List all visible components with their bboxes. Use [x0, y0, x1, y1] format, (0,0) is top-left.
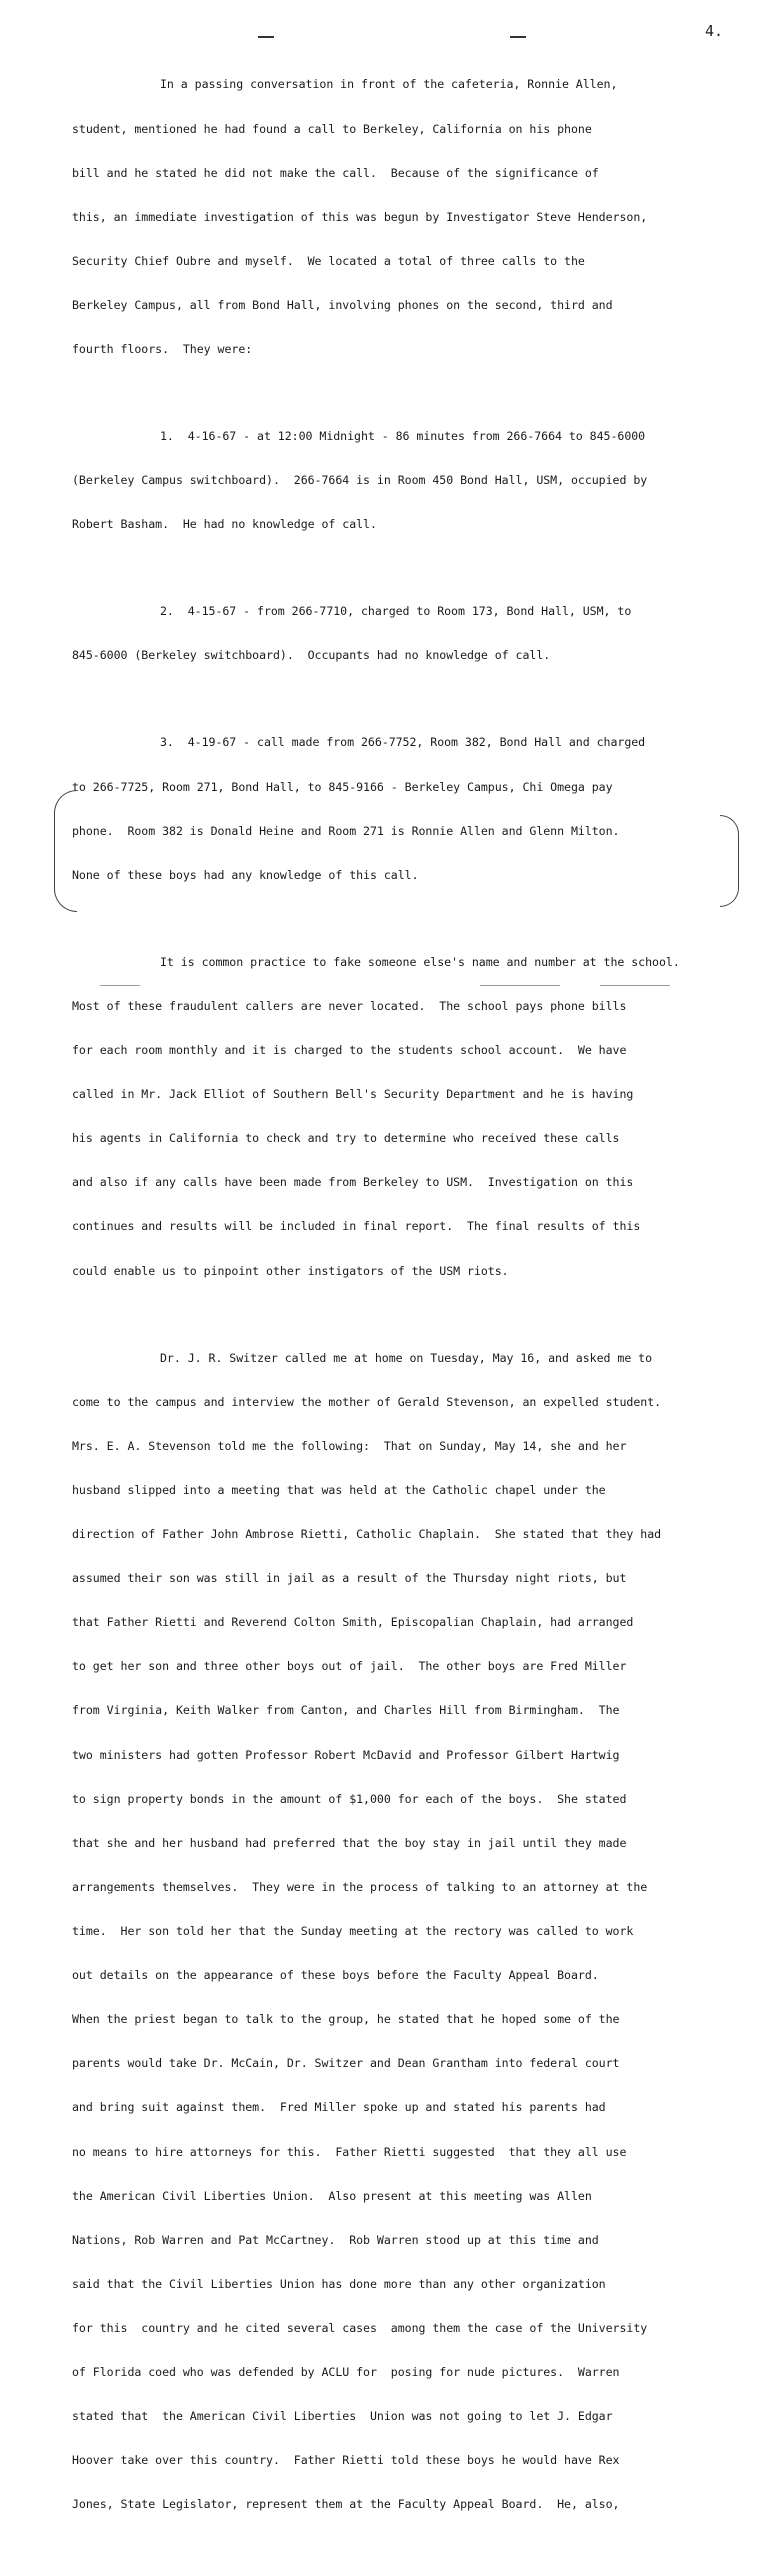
text-line: parents would take Dr. McCain, Dr. Switzer and Dean Grantham into federal court: [72, 2056, 620, 2071]
text-line: his agents in California to check and try to determine who received these calls: [72, 1131, 620, 1146]
text-line: 845-6000 (Berkeley switchboard). Occupants had no knowledge of call.: [72, 648, 551, 663]
text-line: arrangements themselves. They were in the process of talking to an attorney at the: [72, 1879, 648, 1894]
top-dash-mark: [510, 36, 526, 38]
text-line: to 266-7725, Room 271, Bond Hall, to 845-9166 - Berkeley Campus, Chi Omega pay: [72, 779, 613, 794]
paragraph-call-3: [72, 706, 730, 912]
page-number: 4.: [704, 22, 723, 40]
text-line: of Florida coed who was defended by ACLU for posing for nude pictures. Warren: [72, 2365, 620, 2380]
text-line: It is common practice to fake someone else's name and number at the school.: [160, 954, 680, 969]
text-line: phone. Room 382 is Donald Heine and Room 271 is Ronnie Allen and Glenn Milton.: [72, 823, 620, 838]
text-line: time. Her son told her that the Sunday meeting at the rectory was called to work: [72, 1923, 634, 1938]
document-body: [72, 48, 730, 2555]
scan-speck: [480, 985, 560, 986]
paragraph-switzer-interview: [72, 1321, 730, 2541]
text-line: stated that the American Civil Liberties Union was not going to let J. Edgar: [72, 2409, 613, 2424]
text-line: to get her son and three other boys out of jail. The other boys are Fred Miller: [72, 1659, 627, 1674]
text-line: When the priest began to talk to the group, he stated that he hoped some of the: [72, 2012, 620, 2027]
text-line: that she and her husband had preferred that the boy stay in jail until they made: [72, 1835, 627, 1850]
text-line: no means to hire attorneys for this. Father Rietti suggested that they all use: [72, 2144, 627, 2159]
paragraph-call-1: [72, 400, 730, 562]
text-line: continues and results will be included in final report. The final results of this: [72, 1219, 641, 1234]
text-line: husband slipped into a meeting that was held at the Catholic chapel under the: [72, 1482, 606, 1497]
text-line: direction of Father John Ambrose Rietti, Catholic Chaplain. She stated that they had: [72, 1527, 662, 1541]
text-line: Robert Basham. He had no knowledge of call.: [72, 517, 377, 532]
text-line: this, an immediate investigation of this was begun by Investigator Steve Henderson,: [72, 209, 648, 224]
text-line: assumed their son was still in jail as a result of the Thursday night riots, but: [72, 1571, 627, 1586]
top-dash-mark: [258, 36, 274, 38]
text-line: bill and he stated he did not make the call. Because of the significance of: [72, 165, 599, 180]
paragraph-fraud-practice: [72, 925, 730, 1307]
text-line: for each room monthly and it is charged to the students school account. We have: [72, 1043, 627, 1057]
text-line: student, mentioned he had found a call to Berkeley, California on his phone: [72, 121, 592, 136]
text-line: Dr. J. R. Switzer called me at home on Tuesday, May 16, and asked me to: [160, 1350, 653, 1365]
text-line: that Father Rietti and Reverend Colton Smith, Episcopalian Chaplain, had arranged: [72, 1615, 634, 1630]
text-line: two ministers had gotten Professor Robert McDavid and Professor Gilbert Hartwig: [72, 1747, 620, 1762]
text-line: Jones, State Legislator, represent them at the Faculty Appeal Board. He, also,: [72, 2497, 620, 2512]
text-line: out details on the appearance of these boys before the Faculty Appeal Board.: [72, 1968, 599, 1983]
text-line: could enable us to pinpoint other instigators of the USM riots.: [72, 1263, 509, 1278]
text-line: 1. 4-16-67 - at 12:00 Midnight - 86 minutes from 266-7664 to 845-6000: [160, 429, 646, 444]
text-line: Berkeley Campus, all from Bond Hall, involving phones on the second, third and: [72, 297, 613, 312]
text-line: (Berkeley Campus switchboard). 266-7664 is in Room 450 Bond Hall, USM, occupied by: [72, 473, 648, 488]
text-line: said that the Civil Liberties Union has done more than any other organization: [72, 2276, 606, 2291]
scan-speck: [100, 985, 140, 986]
text-line: Hoover take over this country. Father Rietti told these boys he would have Rex: [72, 2453, 620, 2468]
text-line: to sign property bonds in the amount of $1,000 for each of the boys. She stated: [72, 1791, 627, 1806]
left-margin-bracket-mark: [54, 790, 77, 912]
right-margin-bracket-mark: [720, 815, 739, 907]
text-line: the American Civil Liberties Union. Also present at this meeting was Allen: [72, 2188, 592, 2203]
text-line: Mrs. E. A. Stevenson told me the following: That on Sunday, May 14, she and her: [72, 1438, 627, 1453]
text-line: come to the campus and interview the mother of Gerald Stevenson, an expelled student.: [72, 1394, 662, 1409]
text-line: In a passing conversation in front of the cafeteria, Ronnie Allen,: [160, 77, 618, 92]
text-line: 3. 4-19-67 - call made from 266-7752, Room 382, Bond Hall and charged: [160, 735, 646, 750]
scan-speck: [600, 985, 670, 986]
text-line: fourth floors. They were:: [72, 342, 253, 357]
paragraph-calls-intro: [72, 48, 730, 386]
paragraph-call-2: [72, 575, 730, 693]
text-line: Nations, Rob Warren and Pat McCartney. Rob Warren stood up at this time and: [72, 2232, 599, 2247]
text-line: and bring suit against them. Fred Miller spoke up and stated his parents had: [72, 2100, 606, 2115]
text-line: Security Chief Oubre and myself. We located a total of three calls to the: [72, 253, 585, 268]
text-line: from Virginia, Keith Walker from Canton, and Charles Hill from Birmingham. The: [72, 1703, 620, 1718]
text-line: for this country and he cited several cases among them the case of the University: [72, 2320, 648, 2335]
text-line: None of these boys had any knowledge of this call.: [72, 867, 419, 882]
text-line: called in Mr. Jack Elliot of Southern Bell's Security Department and he is having: [72, 1087, 634, 1102]
text-line: and also if any calls have been made from Berkeley to USM. Investigation on this: [72, 1175, 634, 1190]
text-line: Most of these fraudulent callers are never located. The school pays phone bills: [72, 998, 627, 1013]
text-line: 2. 4-15-67 - from 266-7710, charged to Room 173, Bond Hall, USM, to: [160, 604, 632, 619]
